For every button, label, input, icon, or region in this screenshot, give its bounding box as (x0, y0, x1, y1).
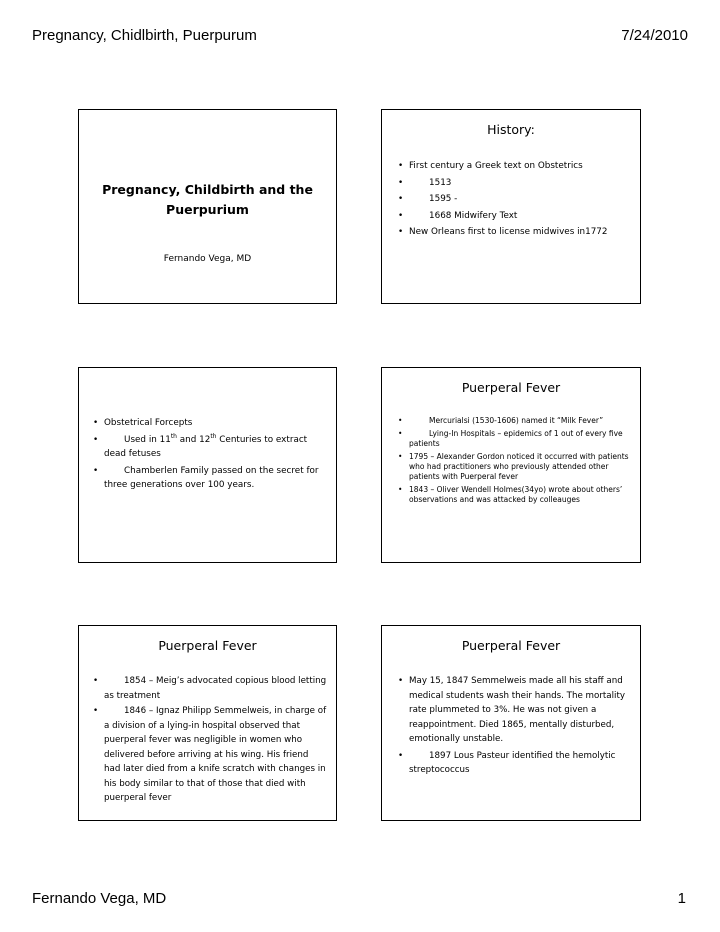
slide-2-bullets (398, 158, 638, 241)
slide-6 (381, 625, 641, 821)
list-item: • Chamberlen Family passed on the secret for three generations over 100 years. (93, 464, 325, 493)
slide-1-title: Pregnancy, Childbirth and the Puerpurium (102, 182, 313, 217)
slide-4-bullets (398, 416, 636, 505)
slide-6-bullets (398, 674, 634, 778)
list-item: • Obstetrical Forcepts (93, 416, 325, 431)
page-footer-author: Fernando Vega, MD (32, 890, 167, 907)
slide-3 (78, 367, 337, 563)
list-item: • 1513 (398, 175, 638, 192)
list-item: • 1595 - (398, 191, 638, 208)
list-item: • Mercurialsi (1530-1606) named it “Milk Fever” (398, 416, 636, 426)
list-item: • 1897 Lous Pasteur identified the hemolytic streptococcus (398, 749, 634, 778)
slide-2-title: History: (487, 122, 535, 137)
slide-1 (78, 109, 337, 304)
list-item: • 1846 – Ignaz Philipp Semmelweis, in charge of a division of a lying-in hospital observed that puerperal fever was negligible in women who delivered before arriving at his wing. His friend had later died from a knife scratch with changes in his body similar to that of those that died with puerperal fever (93, 704, 327, 806)
list-item: • 1854 – Meig’s advocated copious blood letting as treatment (93, 674, 327, 703)
list-item: • 1795 – Alexander Gordon noticed it occurred with patients who had practitioners who previously attended other patients with Puerperal fever (398, 452, 636, 482)
slide-6-title: Puerperal Fever (461, 638, 561, 653)
slide-3-bullets (93, 416, 325, 493)
page-header-title: Pregnancy, Chidlbirth, Puerpurum (32, 27, 257, 44)
slide-2 (381, 109, 641, 304)
list-item: • New Orleans first to license midwives in1772 (398, 224, 638, 241)
list-item: • First century a Greek text on Obstetrics (398, 158, 638, 175)
slide-5 (78, 625, 337, 821)
slide-4 (381, 367, 641, 563)
slide-5-bullets (93, 674, 327, 806)
slide-4-title: Puerperal Fever (461, 380, 561, 395)
slide-1-author: Fernando Vega, MD (163, 254, 252, 264)
list-item: • 1843 – Oliver Wendell Holmes(34yo) wrote about others’ observations and was attacked by colleauges (398, 485, 636, 505)
list-item: • Lying-In Hospitals – epidemics of 1 out of every five patients (398, 429, 636, 449)
page-header-date: 7/24/2010 (621, 27, 688, 44)
slide-5-title: Puerperal Fever (158, 638, 257, 653)
list-item: • Used in 11th and 12th Centuries to extract dead fetuses (93, 433, 325, 462)
list-item: • May 15, 1847 Semmelweis made all his staff and medical students wash their hands. The mortality rate plummeted to 3%. He was not given a reappointment. Died 1865, mentally disturbed, emotionally unstable. (398, 674, 634, 747)
list-item: • 1668 Midwifery Text (398, 208, 638, 225)
page-number: 1 (677, 890, 686, 907)
